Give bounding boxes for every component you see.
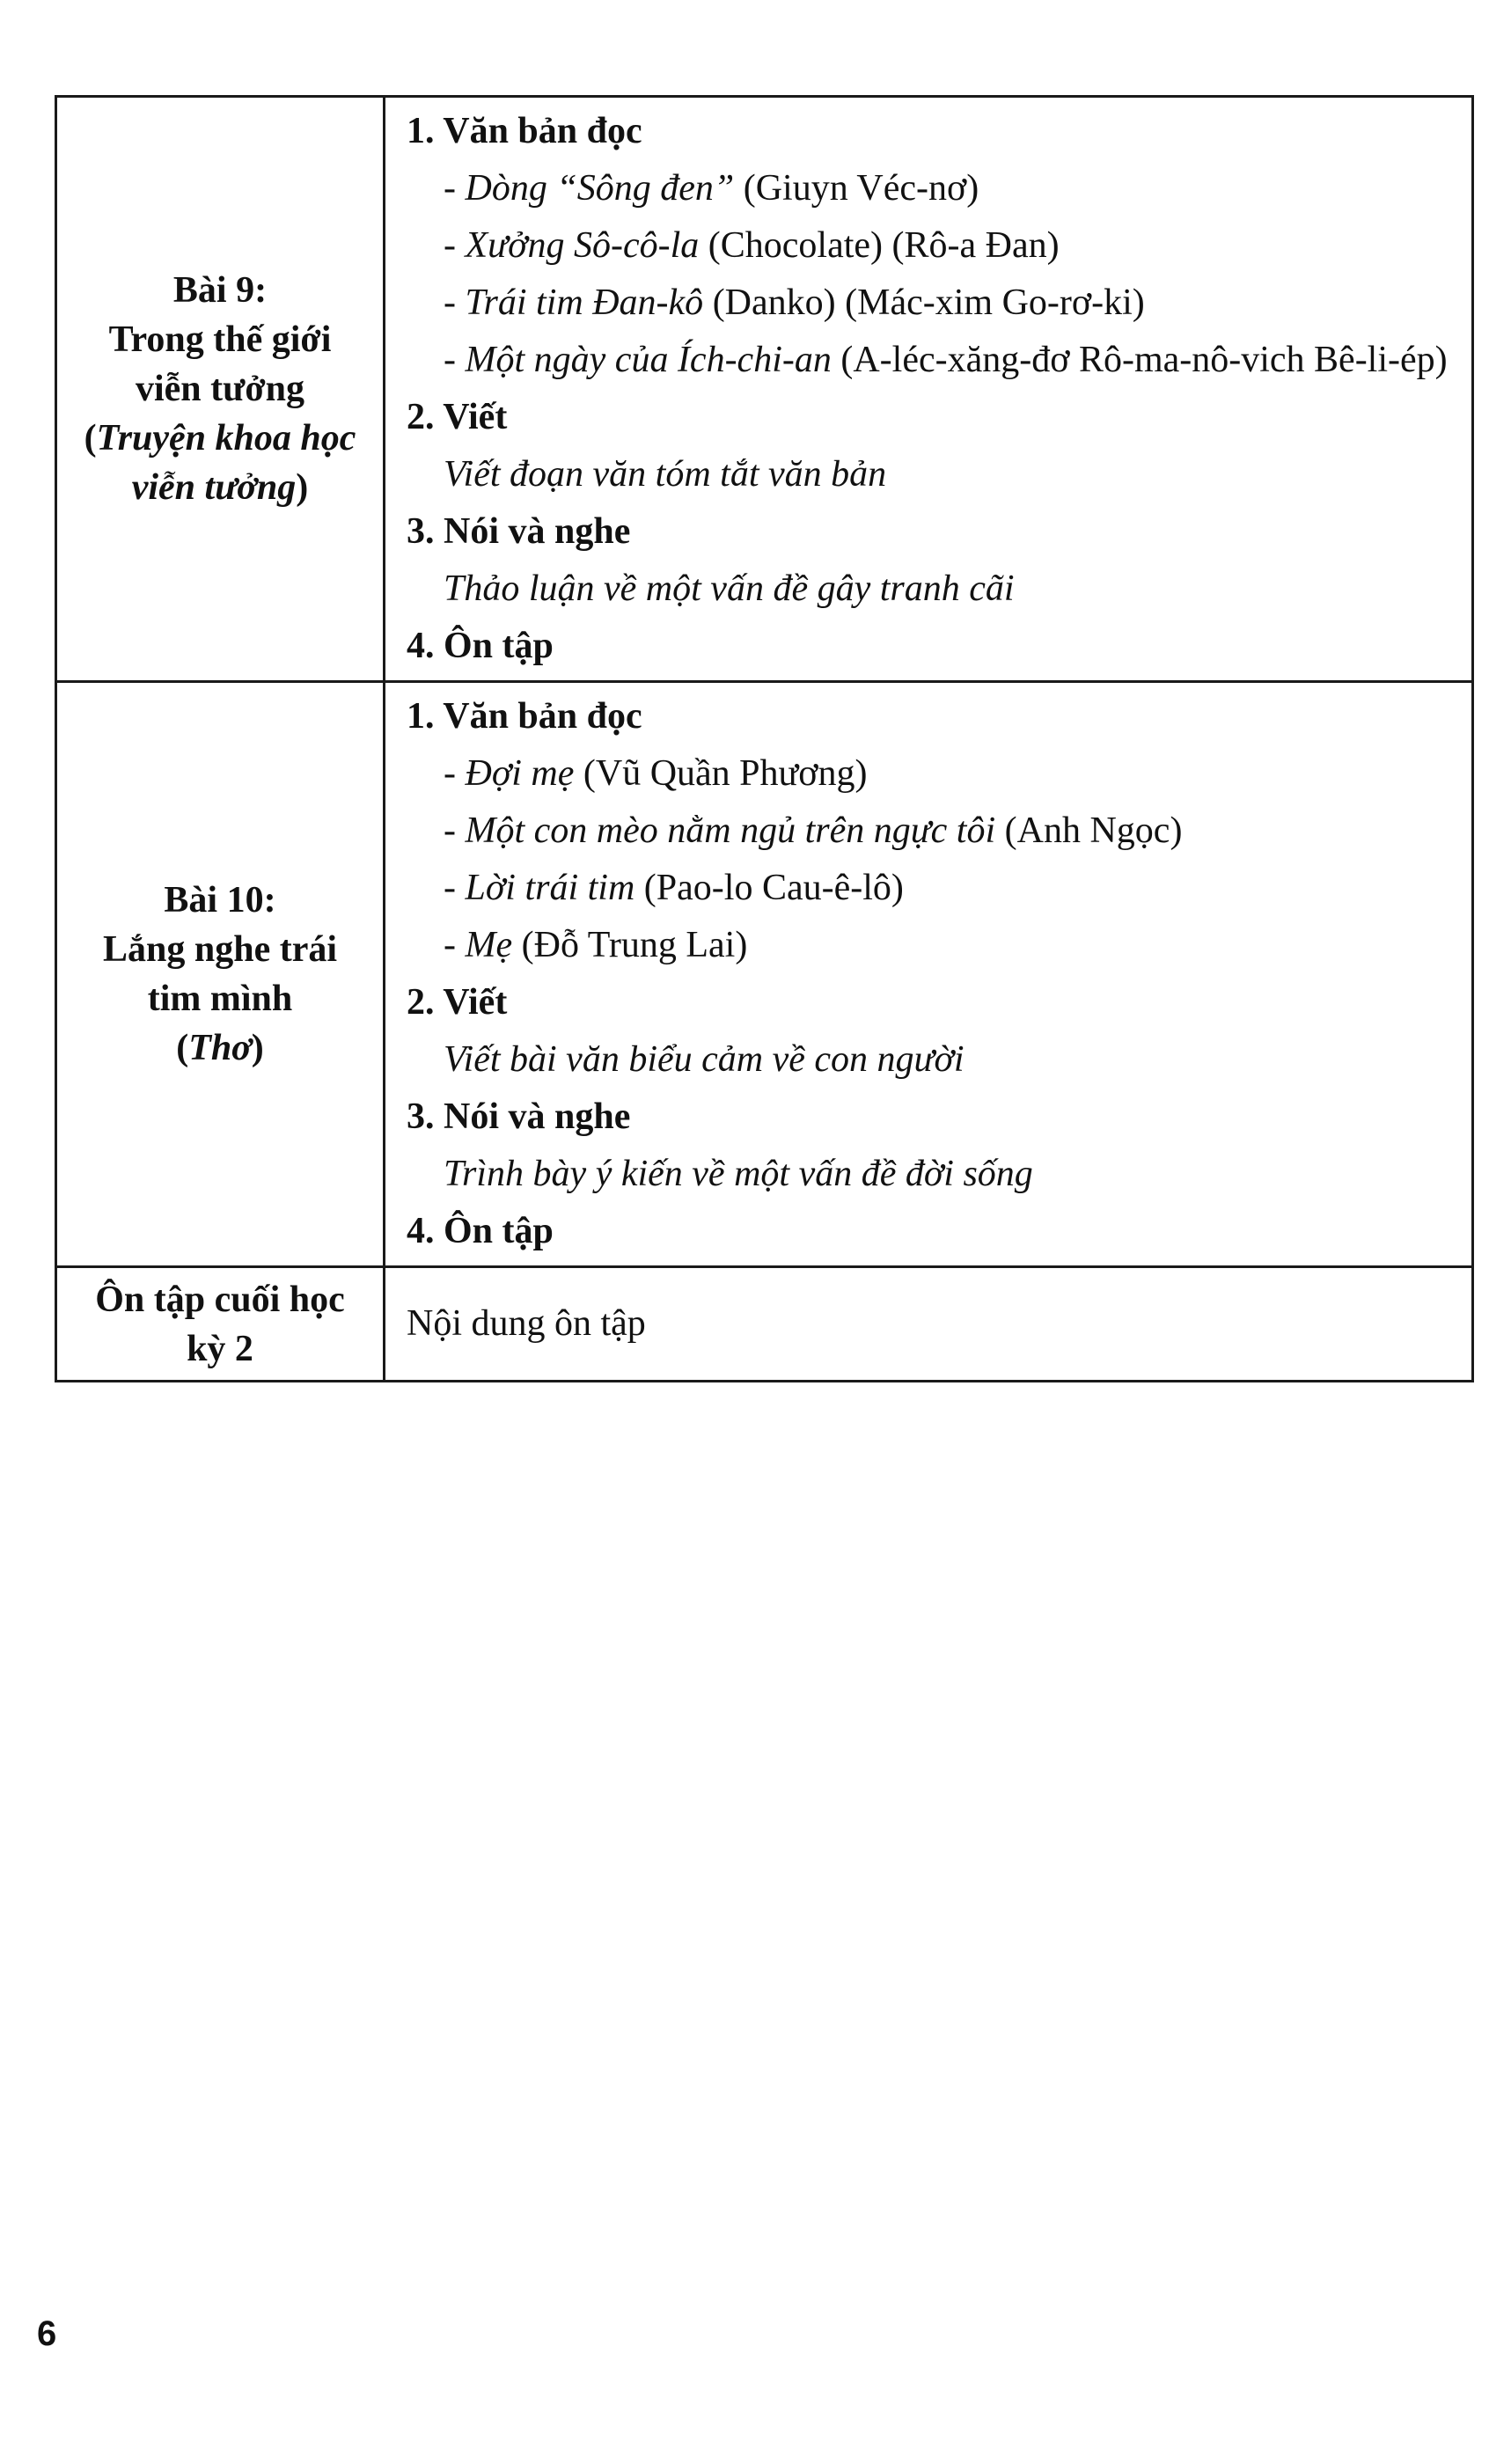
lesson-name: kỳ 2 [187,1328,253,1369]
lesson-cell-bai-10 [56,682,385,1267]
reading-title: Một ngày của Ích-chi-an [465,340,832,380]
section-writing-detail: Viết bài văn biểu cảm về con người [444,1039,965,1080]
lesson-title: Bài 9: [172,270,268,311]
list-item: - Mẹ (Đỗ Trung Lai) [444,925,748,965]
page-number: 6 [37,2314,57,2353]
section-review-title: 4. Ôn tập [407,1211,554,1251]
lesson-title: Bài 10: [164,880,276,920]
section-writing-detail: Viết đoạn văn tóm tắt văn bản [444,454,887,495]
section-writing-title: 2. Viết [407,397,508,437]
reading-title: Xưởng Sô-cô-la [465,225,700,266]
section-speaking-title: 3. Nói và nghe [407,511,631,552]
reading-author: (Chocolate) (Rô-a Đan) [699,225,1060,266]
reading-author: (Danko) (Mác-xim Go-rơ-ki) [703,282,1145,323]
content-cell-bai-10 [385,682,1473,1267]
review-content: Nội dung ôn tập [407,1303,646,1344]
section-writing-title: 2. Viết [407,982,508,1023]
section-reading-title: 1. Văn bản đọc [407,111,642,151]
lesson-genre: (Truyện khoa học [84,418,356,458]
list-item: - Trái tim Đan-kô (Danko) (Mác-xim Go-rơ-ki) [444,282,1145,323]
list-item: - Dòng “Sông đen” (Giuyn Véc-nơ) [444,168,979,209]
reading-author: (Anh Ngọc) [995,810,1183,851]
content-cell-final-review [385,1267,1473,1382]
list-item: - Đợi mẹ (Vũ Quần Phương) [444,753,868,794]
section-speaking-detail: Trình bày ý kiến về một vấn đề đời sống [444,1154,1033,1194]
reading-author: (Pao-lo Cau-ê-lô) [634,868,904,908]
section-speaking-title: 3. Nói và nghe [407,1096,631,1137]
lesson-cell-bai-9 [56,97,385,682]
lesson-name: viễn tưởng [136,369,304,409]
reading-author: (Giuyn Véc-nơ) [734,168,979,209]
reading-title: Trái tim Đan-kô [465,282,704,323]
reading-title: Dòng “Sông đen” [465,168,735,209]
table-row-final-review [56,1267,1473,1382]
list-item: - Lời trái tim (Pao-lo Cau-ê-lô) [444,868,904,908]
lesson-cell-final-review [56,1267,385,1382]
reading-title: Lời trái tim [465,868,635,908]
reading-title: Đợi mẹ [465,753,575,794]
lesson-name: Lắng nghe trái [102,929,338,970]
lesson-name: tim mình [147,979,293,1019]
lesson-genre: (Thơ) [176,1028,264,1068]
reading-author: (Vũ Quần Phương) [574,753,868,794]
lesson-name: Trong thế giới [108,319,332,360]
lesson-genre-text: viễn tưởng [131,467,297,508]
content-cell-bai-9 [385,97,1473,682]
lesson-genre-text: Thơ [188,1028,252,1068]
section-reading-title: 1. Văn bản đọc [407,696,642,737]
reading-title: Mẹ [465,925,513,965]
list-item: - Xưởng Sô-cô-la (Chocolate) (Rô-a Đan) [444,225,1060,266]
section-speaking-detail: Thảo luận về một vấn đề gây tranh cãi [444,568,1015,609]
list-item: - Một ngày của Ích-chi-an (A-léc-xăng-đơ Rô-ma-nô-vich Bê-li-ép) [444,340,1448,380]
table-row-bai-9 [56,97,1473,682]
reading-title: Một con mèo nằm ngủ trên ngực tôi [465,810,996,851]
reading-author: (A-léc-xăng-đơ Rô-ma-nô-vich Bê-li-ép) [831,340,1448,380]
section-review-title: 4. Ôn tập [407,626,554,666]
list-item: - Một con mèo nằm ngủ trên ngực tôi (Anh Ngọc) [444,810,1183,851]
reading-author: (Đỗ Trung Lai) [512,925,748,965]
table-row-bai-10 [56,682,1473,1267]
syllabus-table [55,95,1474,1382]
lesson-name: Ôn tập cuối học [95,1279,345,1320]
lesson-genre-text: Truyện khoa học [96,418,356,458]
lesson-genre: viễn tưởng) [131,467,309,508]
